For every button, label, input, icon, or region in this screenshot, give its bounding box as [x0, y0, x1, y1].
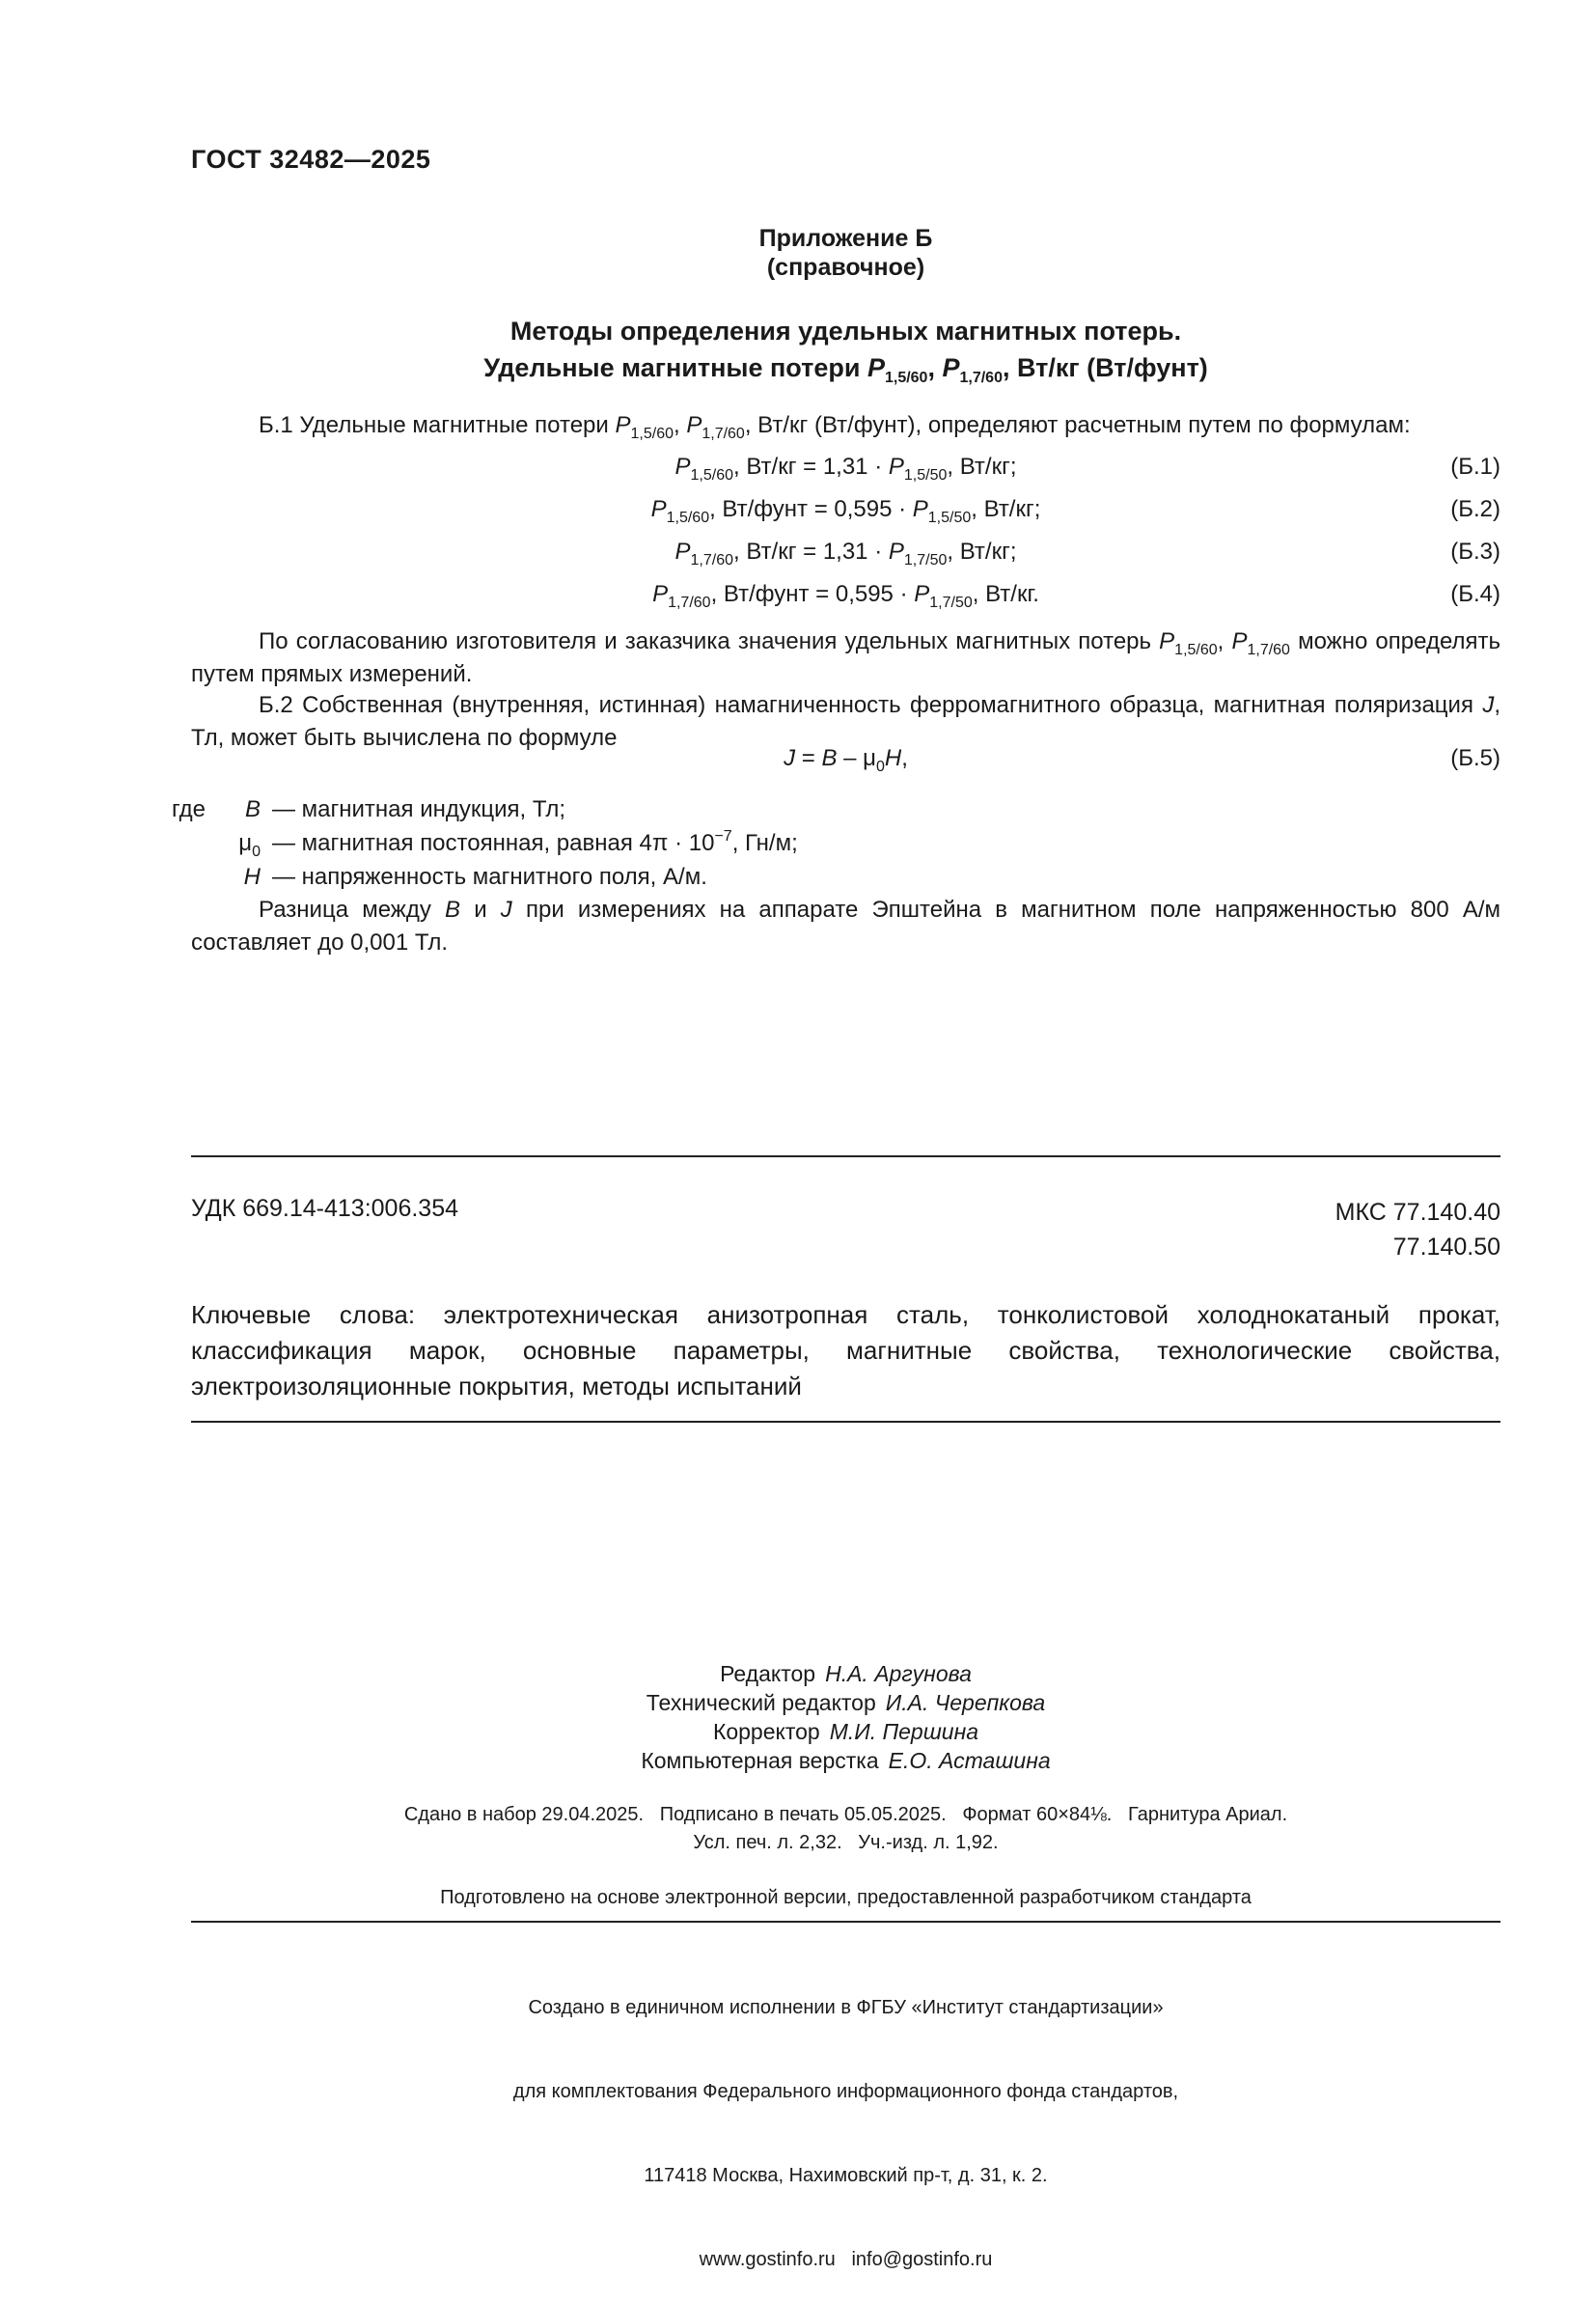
formula-b5-number: (Б.5) — [1450, 745, 1500, 771]
formula-b4-number: (Б.4) — [1450, 581, 1500, 607]
imprint-divider — [191, 1921, 1500, 1923]
formula-b1: $P_{1,5/60}$, $Вт/кг = 1,31 \cdot P_{1,5/50}$, Вт/кг; — [674, 454, 1017, 484]
top-divider — [191, 1155, 1500, 1157]
b1-intro-prefix: Б.1 Удельные магнитные потери — [259, 412, 609, 438]
credit-layout: Компьютерная верстка Е.О. Асташина — [641, 1748, 1051, 1773]
keywords: Ключевые слова: электротехническая анизотропная сталь, тонколистовой холоднокатаный прокат, классификация марок, основные параметры, магнитные свойства, технологические свойства, электроизоляционные покрытия, методы испытаний — [191, 1300, 1500, 1401]
credit-tech-editor: Технический редактор И.А. Черепкова — [646, 1690, 1046, 1715]
credits-block — [191, 1659, 1500, 1775]
prepared-note: Подготовлено на основе электронной версии, предоставленной разработчиком стандарта — [440, 1887, 1252, 1908]
keywords-divider — [191, 1421, 1500, 1423]
b2-paragraph: Б.2 Собственная (внутренняя, истинная) намагниченность ферромагнитного образца, магнитная поляризация J, Тл, может быть вычислена по формуле — [191, 692, 1501, 751]
difference-paragraph: Разница между B и J при измерениях на аппарате Эпштейна в магнитном поле напряженностью 800 А/м составляет до 0,001 Тл. — [191, 897, 1501, 956]
def-symbol-h: H — [243, 864, 261, 890]
imprint-block — [191, 1938, 1500, 2302]
mks-line1: МКС 77.140.40 — [1335, 1199, 1500, 1226]
def-text-h: — напряженность магнитного поля, А/м. — [272, 864, 707, 890]
annex-title: Приложение Б — [758, 225, 933, 252]
def-text-b: — магнитная индукция, Тл; — [272, 796, 566, 822]
heading-suffix: Вт/кг (Вт/фунт) — [1016, 353, 1208, 382]
annex-type: (справочное) — [766, 254, 925, 281]
udk-code: УДК 669.14-413:006.354 — [191, 1195, 459, 1222]
annex-heading — [191, 313, 1500, 386]
b1-intro: Б.1 Удельные магнитные потери $P_{1,5/60}$, $P_{1,7/60}$, Вт/кг (Вт/фунт), определяют расчетным путем по формулам: — [259, 412, 1411, 442]
formula-b3: $P_{1,7/60}$, $Вт/кг = 1,31 \cdot P_{1,7/50}$, Вт/кг; — [674, 539, 1017, 569]
formula-b1-number: (Б.1) — [1450, 454, 1500, 480]
mks-line2: 77.140.50 — [1392, 1234, 1500, 1261]
def-symbol-mu0: $\mu_0$ — [238, 830, 261, 860]
def-symbol-b: B — [244, 796, 261, 822]
imprint-line4: www.gostinfo.ru info@gostinfo.ru — [699, 2249, 993, 2270]
agreement-paragraph: По согласованию изготовителя и заказчика значения удельных магнитных потерь $P_{1,5/60}$, $P_{1,7/60}$ можно определять путем прямых измерений. — [191, 628, 1500, 687]
where-label: где — [172, 796, 206, 822]
annex-heading-line2: Удельные магнитные потери $P_{1,5/60}$, $P_{1,7/60}$, Вт/кг (Вт/фунт) — [483, 353, 1208, 386]
formula-b2-number: (Б.2) — [1450, 496, 1500, 522]
imprint-line2: для комплектования Федерального информационного фонда стандартов, — [512, 2081, 1179, 2102]
imprint-line1: Создано в единичном исполнении в ФГБУ «Институт стандартизации» — [528, 1997, 1164, 2018]
imprint-line3: 117418 Москва, Нахимовский пр-т, д. 31, к. 2. — [644, 2165, 1048, 2186]
def-text-mu0: — магнитная постоянная, равная $4\pi \cdot 10^{-7}$, Гн/м; — [272, 828, 798, 856]
mks-code — [1335, 1195, 1500, 1264]
formula-b5: $J = B - \mu_0H$, — [784, 745, 908, 775]
formula-b3-number: (Б.3) — [1450, 539, 1500, 565]
formula-b2: $P_{1,5/60}$, Вт/фунт = $0,595 \cdot P_{1,5/50}$, Вт/кг; — [650, 496, 1041, 526]
b1-intro-suffix: , Вт/кг (Вт/фунт), определяют расчетным путем по формулам: — [744, 412, 1411, 438]
print-info-line2: Усл. печ. л. 2,32. Уч.-изд. л. 1,92. — [693, 1832, 999, 1853]
print-info-line1: Сдано в набор 29.04.2025. Подписано в печать 05.05.2025. Формат 60×84⅛. Гарнитура Ариал. — [403, 1804, 1288, 1825]
credit-proofreader: Корректор М.И. Першина — [712, 1719, 979, 1744]
standard-id: ГОСТ 32482—2025 — [191, 145, 431, 174]
credit-editor: Редактор Н.А. Аргунова — [720, 1661, 972, 1686]
annex-heading-line1: Методы определения удельных магнитных потерь. — [509, 317, 1182, 346]
heading-prefix: Удельные магнитные потери — [483, 353, 861, 382]
formula-b4: $P_{1,7/60}$, Вт/фунт = $0,595 \cdot P_{1,7/50}$, Вт/кг. — [652, 581, 1039, 611]
